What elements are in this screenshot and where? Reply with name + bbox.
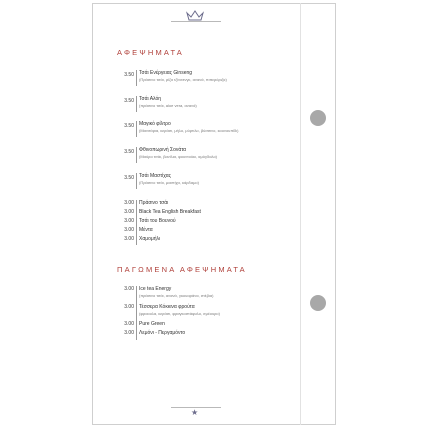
item-name: Φθινοπωρινή Σονάτα [139, 147, 187, 153]
item-name: Τέσσερα Κόκκινα φρούτα [139, 304, 195, 310]
item-price: 3.00 [124, 304, 134, 310]
item-name: Τσάι του Βουνού [139, 218, 176, 224]
page-fold-line [300, 3, 301, 425]
top-divider [171, 21, 221, 22]
item-name: Τσάι Ενέργειας Ginseng [139, 70, 193, 76]
item-divider [136, 70, 137, 86]
item-description: (Πράσινο τσάι, ρίζα τζίνσενγκ, ανανά, πιπερόριζα) [139, 77, 227, 82]
item-description: (πράσινο τσάι, aloe vera, ανανά) [139, 103, 197, 108]
item-price: 3.50 [124, 123, 134, 129]
item-name: Μέντα [139, 227, 153, 233]
section-title-iced-infusions: ΠΑΓΩΜΕΝΑ ΑΦΕΨΗΜΑΤΑ [117, 265, 247, 274]
star-icon: ★ [191, 408, 199, 417]
item-name: Black Tea English Breakfast [139, 209, 201, 215]
item-price: 3.50 [124, 149, 134, 155]
item-price: 3.00 [124, 321, 134, 327]
item-description: (Μαύρο τσάι, βανίλια, φουντούκι, αμύγδαλο) [139, 154, 218, 159]
item-name: Πράσινο τσάι [139, 200, 169, 206]
item-price: 3.50 [124, 175, 134, 181]
item-name: Ice tea Energy [139, 286, 172, 292]
item-price: 3.00 [124, 236, 134, 242]
item-name: Χαμομήλι [139, 236, 161, 242]
simple-items-group [116, 200, 294, 246]
item-divider [136, 147, 137, 163]
item-name: Λεμόνι - Περγαμόντο [139, 330, 186, 336]
item-price: 3.00 [124, 209, 134, 215]
item-divider [136, 173, 137, 189]
binder-hole-bottom [310, 295, 326, 311]
item-price: 3.00 [124, 286, 134, 292]
item-name: Μαγικό φίλτρο [139, 121, 171, 127]
item-price: 3.00 [124, 200, 134, 206]
section-title-infusions: ΑΦΕΨΗΜΑΤΑ [117, 48, 184, 57]
item-divider [136, 286, 137, 340]
item-price: 3.50 [124, 72, 134, 78]
item-divider [136, 96, 137, 112]
binder-hole-top [310, 110, 326, 126]
item-price: 3.50 [124, 98, 134, 104]
item-divider [136, 200, 137, 245]
item-description: (φραουλα, κεράσι, φραγκοστάφυλο, σμέουρο) [139, 311, 220, 316]
item-price: 3.00 [124, 218, 134, 224]
item-name: Pure Green [139, 321, 165, 327]
item-name: Τσάι Αλόη [139, 96, 162, 102]
item-divider [136, 121, 137, 137]
item-name: Τσάι Μαστίχας [139, 173, 171, 179]
item-description: (Μανιτάρια, κεράσι, μήλο, μύρτιλο, βύσσινο, κουνουπίδι) [139, 128, 239, 133]
item-price: 3.00 [124, 227, 134, 233]
item-price: 3.00 [124, 330, 134, 336]
item-description: (Πράσινο τσάι, μαστίχα, κάρδαμο) [139, 180, 199, 185]
item-description: (πράσινο τσάι, ανανά, γκουαράνα, στέβια) [139, 293, 214, 298]
